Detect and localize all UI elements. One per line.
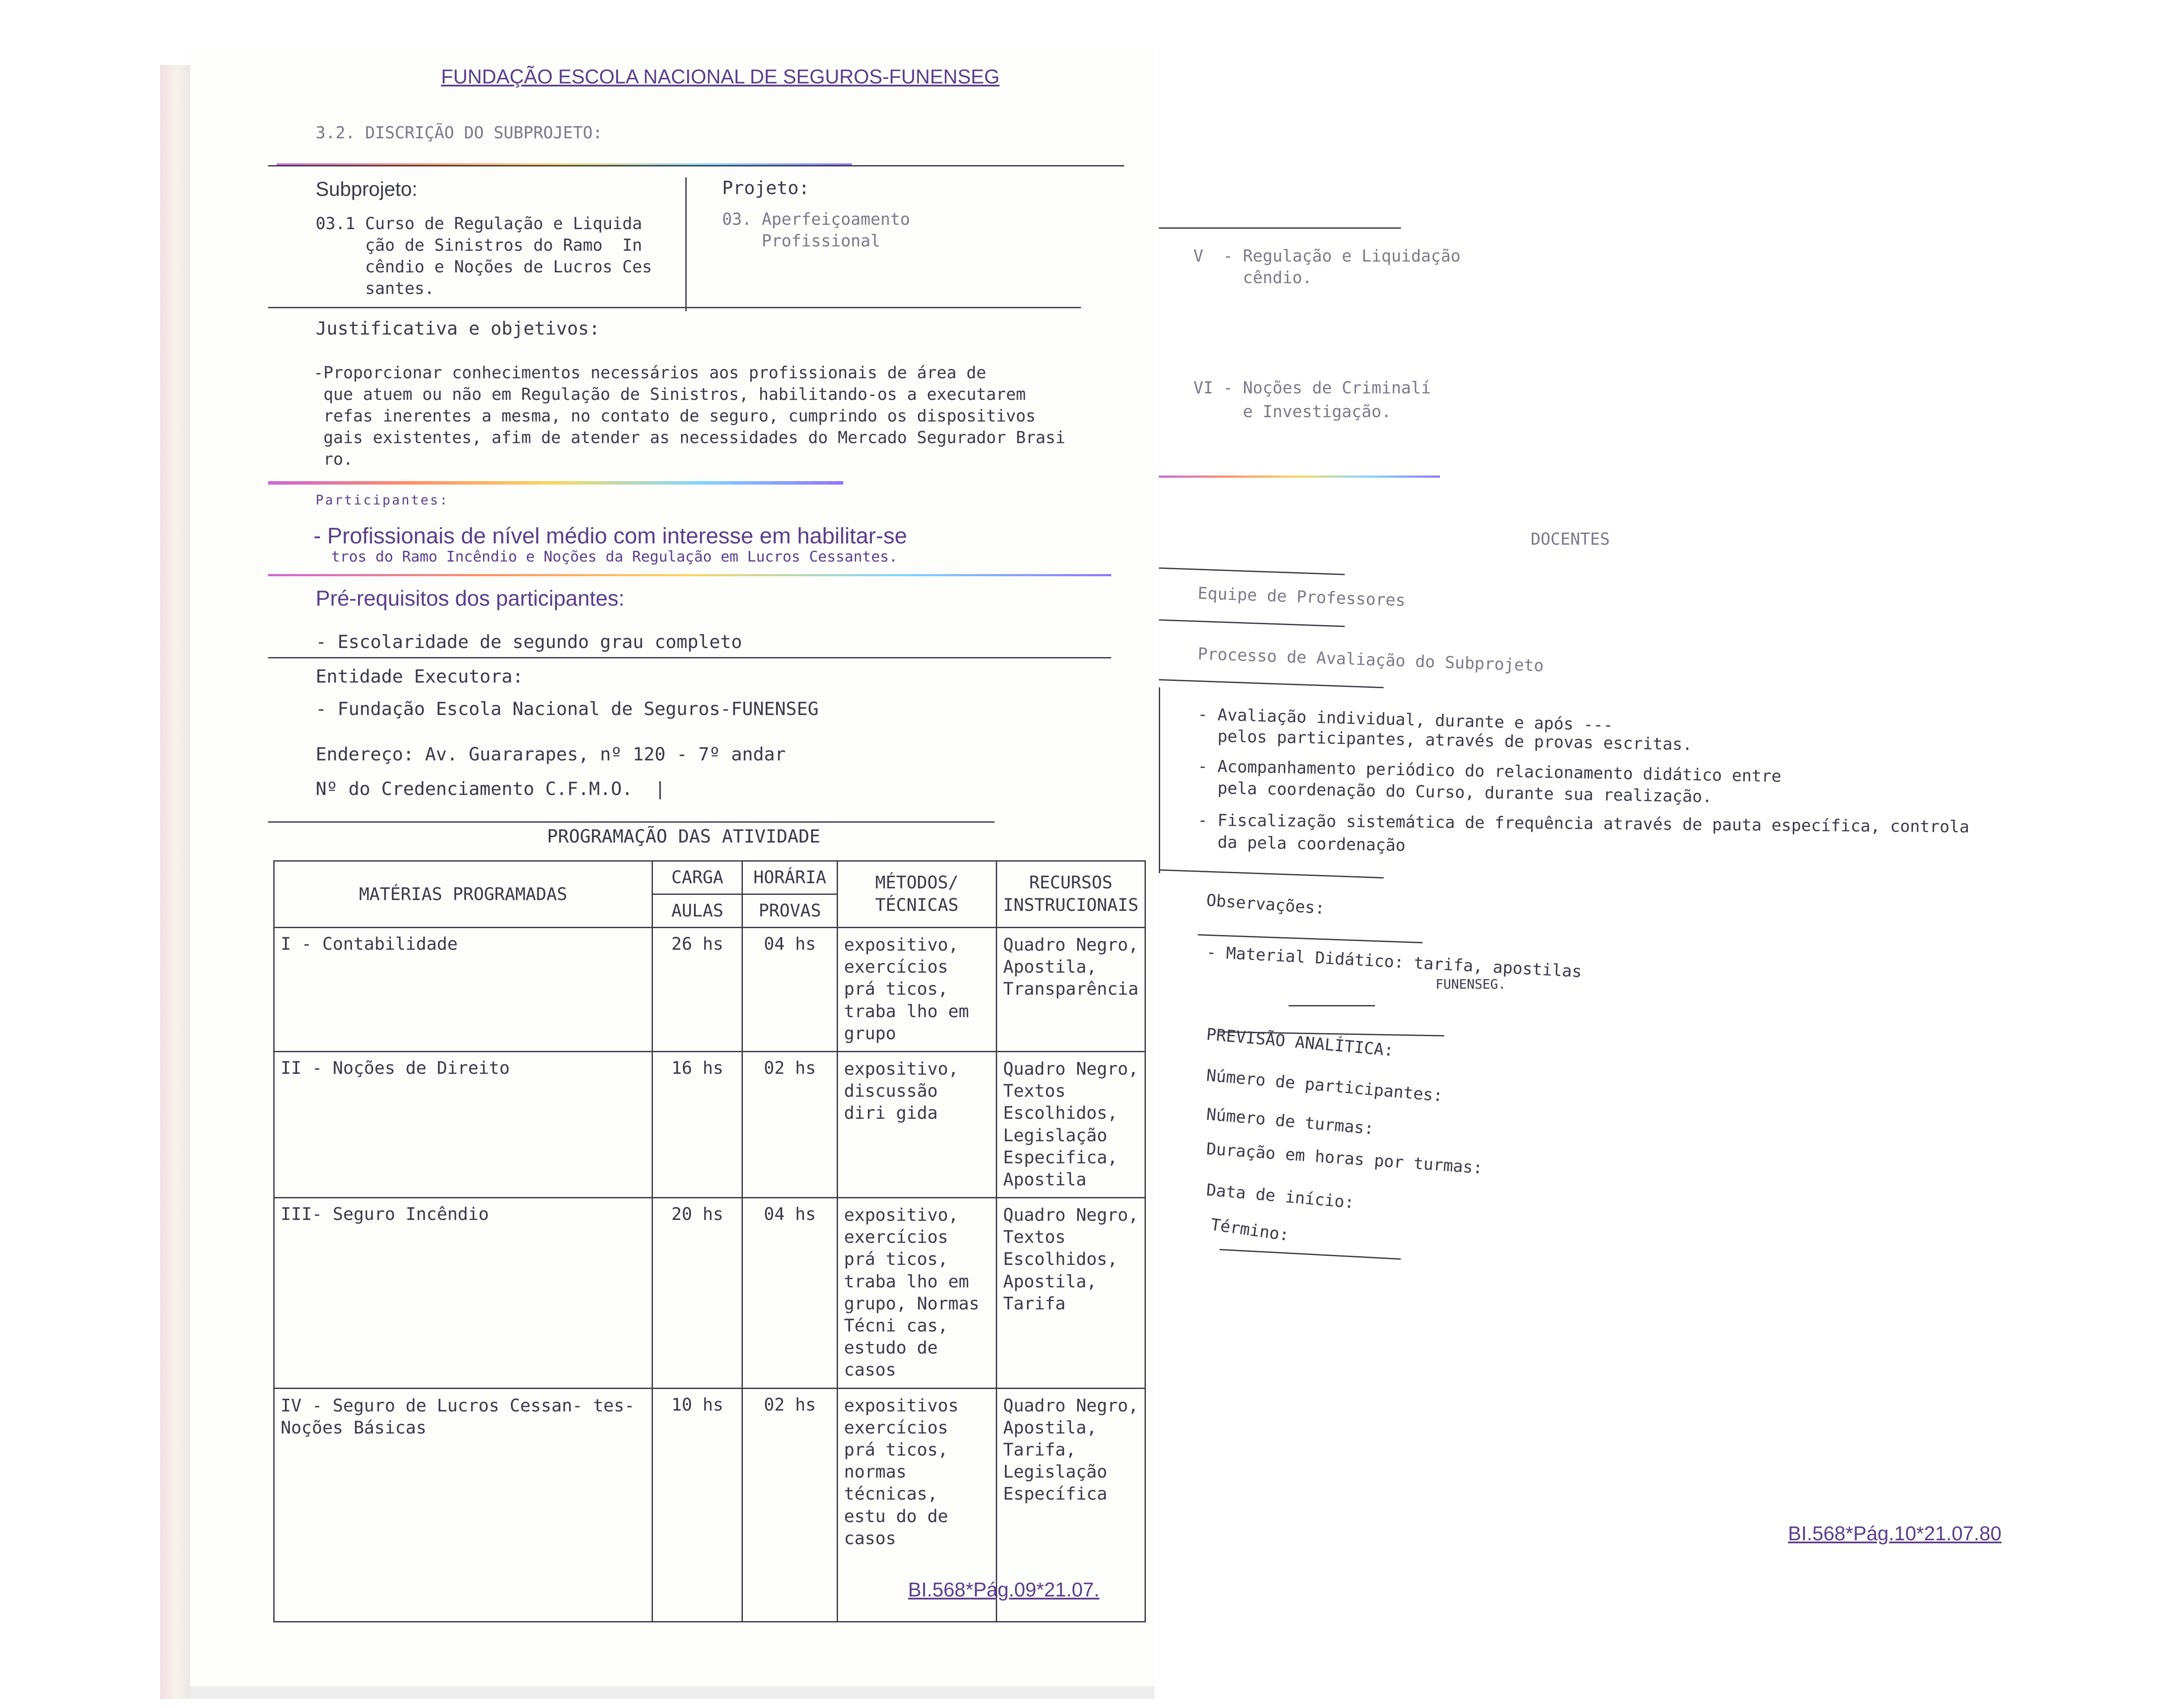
right-page — [1159, 208, 2162, 1695]
right-page-footer: BI.568*Pág.10*21.07.80 — [1788, 1522, 2002, 1545]
cell-recursos: Quadro Negro, Apostila, Tarifa, Legislação Específica — [996, 1388, 1145, 1622]
divider — [268, 165, 1124, 166]
projeto-line-2: Profissional — [722, 231, 881, 250]
cell-aulas: 20 hs — [652, 1198, 742, 1389]
header-title: FUNDAÇÃO ESCOLA NACIONAL DE SEGUROS-FUNENSEG — [441, 65, 1000, 88]
divider — [1159, 567, 1345, 575]
divider — [685, 177, 687, 311]
num-participantes: Número de participantes: — [1206, 1066, 1444, 1105]
subprojeto-label: Subprojeto: — [316, 178, 418, 200]
cell-recursos: Quadro Negro, Textos Escolhidos, Apostila, Tarifa — [996, 1198, 1145, 1389]
endereco: Endereço: Av. Guararapes, nº 120 - 7º andar — [316, 744, 786, 765]
cell-provas: 04 hs — [742, 1198, 837, 1389]
divider — [268, 821, 995, 823]
divider — [1159, 227, 1401, 229]
divider — [1159, 679, 1384, 688]
scan-streak — [268, 574, 1111, 576]
cell-materia: II - Noções de Direito — [274, 1051, 652, 1197]
justificativa-line-2: que atuem ou não em Regulação de Sinistros, habilitando-os a executarem — [313, 385, 1026, 404]
cell-aulas: 16 hs — [652, 1051, 742, 1197]
cell-metodos: expositivo, exercícios prá ticos, traba lho em grupo, Normas Técni cas, estudo de casos — [837, 1198, 996, 1389]
data-inicio: Data de início: — [1206, 1180, 1355, 1212]
item-v-line-1: V - Regulação e Liquidação — [1193, 246, 1461, 265]
previsao-label: PREVISÃO ANALÍTICA: — [1206, 1025, 1394, 1060]
divider — [1159, 869, 1384, 878]
avaliacao-1-line-2: pelos participantes, através de provas escritas. — [1197, 726, 1693, 754]
docentes-title: DOCENTES — [1531, 530, 1610, 549]
entidade-label: Entidade Executora: — [316, 666, 524, 687]
divider — [268, 307, 1081, 308]
termino: Término: — [1209, 1215, 1291, 1245]
item-vi-line-2: e Investigação. — [1193, 402, 1391, 421]
cell-aulas: 26 hs — [652, 928, 742, 1052]
cell-aulas: 10 hs — [652, 1388, 742, 1622]
cell-provas: 04 hs — [742, 928, 837, 1052]
entidade-item: - Fundação Escola Nacional de Seguros-FUNENSEG — [316, 698, 819, 719]
item-vi-line-1: VI - Noções de Criminalí — [1193, 378, 1431, 397]
avaliacao-2-line-1: - Acompanhamento periódico do relacionamento didático entre — [1197, 757, 1781, 786]
divider — [1159, 687, 1160, 873]
left-page-footer: BI.568*Pág.09*21.07. — [908, 1578, 1100, 1601]
subprojeto-line-2: ção de Sinistros do Ramo In — [316, 236, 642, 255]
col-aulas: AULAS — [652, 894, 742, 928]
participantes-label: Participantes: — [316, 493, 449, 508]
avaliacao-2-line-2: pela coordenação do Curso, durante sua realização. — [1197, 778, 1712, 806]
scan-streak — [1159, 476, 1440, 478]
programacao-title: PROGRAMAÇÃO DAS ATIVIDADE — [547, 826, 821, 847]
cell-provas: 02 hs — [742, 1051, 837, 1197]
scan-streak — [268, 481, 843, 485]
col-metodos: MÉTODOS/ TÉCNICAS — [837, 861, 996, 928]
participantes-line-1: - Profissionais de nível médio com interesse em habilitar-se — [313, 524, 907, 549]
programacao-table — [273, 860, 1146, 1622]
material-didatico-cont: FUNENSEG. — [1436, 977, 1506, 992]
justificativa-line-3: refas inerentes a mesma, no contato de seguro, cumprindo os dispositivos — [313, 406, 1036, 425]
subprojeto-line-4: santes. — [316, 279, 435, 298]
col-recursos: RECURSOS INSTRUCIONAIS — [996, 861, 1145, 928]
justificativa-line-5: ro. — [313, 450, 353, 469]
divider — [1289, 1005, 1375, 1006]
cell-metodos: expositivo, exercícios prá ticos, traba lho em grupo — [837, 928, 996, 1052]
col-provas: PROVAS — [742, 894, 837, 928]
cell-materia: III- Seguro Incêndio — [274, 1198, 652, 1389]
table-header-row — [274, 861, 1145, 894]
table-row — [274, 1051, 1145, 1197]
section-title: 3.2. DISCRIÇÃO DO SUBPROJETO: — [316, 123, 603, 142]
prereq-label: Pré-requisitos dos participantes: — [316, 586, 625, 610]
table-row — [274, 1198, 1145, 1389]
material-didatico: - Material Didático: tarifa, apostilas — [1206, 942, 1583, 981]
left-page — [190, 48, 1155, 1690]
avaliacao-3-line-2: da pela coordenação — [1197, 832, 1406, 855]
divider — [1219, 1249, 1401, 1260]
item-v-line-2: cêndio. — [1193, 268, 1312, 287]
avaliacao-3-line-1: - Fiscalização sistemática de frequência através de pauta específica, controla — [1197, 811, 1970, 836]
cell-recursos: Quadro Negro, Textos Escolhidos, Legislação Especifica, Apostila — [996, 1051, 1145, 1197]
table-row — [274, 928, 1145, 1052]
num-turmas: Número de turmas: — [1206, 1105, 1375, 1138]
projeto-line-1: 03. Aperfeiçoamento — [722, 210, 910, 229]
equipe-label: Equipe de Professores — [1197, 584, 1406, 610]
col-carga: CARGA — [652, 861, 742, 894]
col-materias: MATÉRIAS PROGRAMADAS — [274, 861, 652, 928]
justificativa-line-4: gais existentes, afim de atender as necessidades do Mercado Segurador Brasi — [313, 428, 1065, 447]
divider — [268, 657, 1111, 658]
projeto-label: Projeto: — [722, 177, 810, 198]
participantes-line-2: tros do Ramo Incêndio e Noções da Regulação em Lucros Cessantes. — [313, 548, 898, 565]
avaliacao-1-line-1: - Avaliação individual, durante e após --- — [1197, 705, 1614, 735]
cell-metodos: expositivo, discussão diri gida — [837, 1051, 996, 1197]
cell-provas: 02 hs — [742, 1388, 837, 1622]
divider — [1198, 934, 1423, 943]
subprojeto-line-1: 03.1 Curso de Regulação e Liquida — [316, 214, 642, 233]
processo-label: Processo de Avaliação do Subprojeto — [1197, 644, 1545, 675]
col-horaria: HORÁRIA — [742, 861, 837, 894]
subprojeto-line-3: cêndio e Noções de Lucros Ces — [316, 257, 652, 276]
duracao: Duração em horas por turmas: — [1206, 1139, 1484, 1178]
justificativa-label: Justificativa e objetivos: — [316, 318, 600, 339]
cell-metodos: expositivos exercícios prá ticos, normas técnicas, estu do de casos — [837, 1388, 996, 1622]
page-edge-shadow — [190, 1686, 1155, 1699]
cell-recursos: Quadro Negro, Apostila, Transparência — [996, 928, 1145, 1052]
cell-materia: I - Contabilidade — [274, 928, 652, 1052]
cell-materia: IV - Seguro de Lucros Cessan- tes-Noções Básicas — [274, 1388, 652, 1622]
justificativa-line-1: -Proporcionar conhecimentos necessários aos profissionais de área de — [313, 363, 986, 382]
observacoes-label: Observações: — [1206, 891, 1326, 918]
prereq-item: - Escolaridade de segundo grau completo — [316, 631, 742, 652]
credenciamento: Nº do Credenciamento C.F.M.O. | — [316, 778, 666, 799]
divider — [1159, 619, 1345, 627]
